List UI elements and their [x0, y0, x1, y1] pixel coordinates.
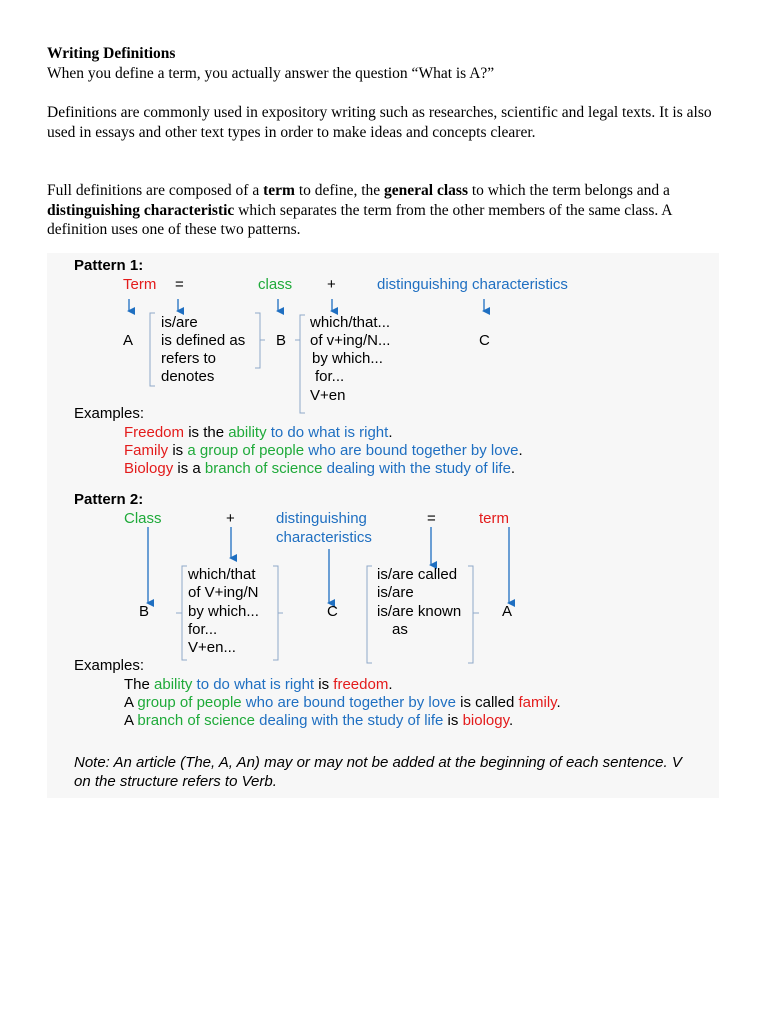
para-text: Full definitions are composed of a	[47, 182, 264, 199]
period: .	[388, 676, 393, 693]
pattern2-verb-1: is/are called	[377, 566, 458, 583]
pattern1-title: Pattern 1:	[74, 257, 144, 274]
period: .	[508, 712, 514, 729]
verb-text: is called	[455, 694, 519, 711]
distinguishing-text: who are bound together by love	[304, 442, 519, 459]
verb-text: is	[314, 676, 334, 693]
pattern2-example-2	[124, 694, 561, 712]
term-text: family	[518, 694, 557, 711]
distinguishing-text: dealing with the study of life	[322, 460, 511, 477]
class-text: ability	[228, 424, 267, 441]
pattern2-distinguishing-line1: distinguishing	[276, 510, 367, 527]
pattern2-distinguishing-line2: characteristics	[276, 529, 372, 546]
period: .	[556, 694, 561, 711]
pattern1-connector-3: by which...	[312, 350, 383, 367]
pattern1-a: A	[123, 332, 134, 349]
class-text: ability	[154, 676, 193, 693]
distinguishing-text: to do what is right	[266, 424, 389, 441]
keyword-term: term	[263, 182, 295, 199]
para-text: to which the term belongs and a	[468, 182, 670, 199]
pattern2-verb-3: is/are known	[377, 603, 462, 620]
pattern2-class-label: Class	[124, 510, 162, 527]
keyword-general-class: general class	[384, 182, 468, 199]
class-text: a group of people	[187, 442, 305, 459]
class-text: group of people	[137, 694, 242, 711]
pattern2-verb-4: as	[392, 621, 408, 638]
distinguishing-text: who are bound together by love	[241, 694, 456, 711]
class-text: branch of science	[204, 460, 323, 477]
page-title: Writing Definitions	[47, 45, 176, 62]
period: .	[510, 460, 516, 477]
keyword-distinguishing-characteristic: distinguishing characteristic	[47, 201, 235, 219]
pattern2-b: B	[139, 603, 150, 620]
term-text: Freedom	[124, 424, 185, 441]
pattern1-connector-4: for...	[315, 368, 345, 385]
pattern2-example-1	[124, 676, 392, 694]
pattern2-plus: +	[226, 510, 235, 527]
para-text: which separates the term from the other members of the same class. A definition uses one of these two patterns.	[47, 201, 672, 238]
pattern1-term-label: Term	[123, 276, 157, 293]
pattern1-connector-5: V+en	[310, 387, 346, 404]
pattern1-connector-1: which/that...	[310, 314, 391, 331]
term-text: Biology	[124, 460, 174, 477]
pattern2-connector-3: by which...	[188, 603, 259, 620]
intro-paragraph-usage: Definitions are commonly used in expository writing such as researches, scientific and legal texts. It is also used in essays and other text types in order to make ideas and concepts clearer.	[47, 104, 712, 141]
pattern2-title: Pattern 2:	[74, 491, 144, 508]
term-text: biology	[462, 712, 509, 729]
pattern1-verb-2: is defined as	[161, 332, 246, 349]
pattern1-equals: =	[175, 276, 184, 293]
pattern2-term-label: term	[479, 510, 509, 527]
pattern1-example-1	[124, 424, 392, 442]
pattern2-connector-1: which/that	[188, 566, 256, 583]
article-text: A	[124, 694, 138, 711]
verb-text: is a	[173, 460, 205, 477]
pattern1-example-3	[124, 460, 515, 478]
pattern1-example-2	[124, 442, 523, 460]
pattern2-connector-2: of V+ing/N	[188, 584, 259, 601]
article-text: A	[124, 712, 138, 729]
patterns-figure	[47, 253, 719, 798]
intro-paragraph-composition	[47, 181, 727, 240]
class-text: branch of science	[137, 712, 255, 729]
pattern2-c: C	[327, 603, 338, 620]
pattern2-examples-label: Examples:	[74, 657, 145, 674]
pattern2-a: A	[502, 603, 513, 620]
verb-text: is the	[184, 424, 229, 441]
term-text: Family	[124, 442, 169, 459]
distinguishing-text: to do what is right	[192, 676, 315, 693]
intro-question-line: When you define a term, you actually answer the question “What is A?”	[47, 65, 495, 82]
pattern2-equals: =	[427, 510, 436, 527]
pattern1-verb-1: is/are	[161, 314, 198, 331]
verb-text: is	[443, 712, 463, 729]
pattern2-verb-2: is/are	[377, 584, 414, 601]
pattern1-plus: +	[327, 276, 336, 293]
pattern1-distinguishing-label: distinguishing characteristics	[377, 276, 568, 293]
pattern2-connector-4: for...	[188, 621, 218, 638]
note-text: Note: An article (The, A, An) may or may not be added at the beginning of each sentence. V on the structure refers to Verb.	[74, 754, 682, 790]
pattern2-connector-5: V+en...	[188, 639, 236, 656]
period: .	[388, 424, 393, 441]
verb-text: is	[168, 442, 188, 459]
pattern1-examples-label: Examples:	[74, 405, 145, 422]
pattern2-example-3	[124, 712, 513, 730]
pattern1-class-label: class	[258, 276, 293, 293]
pattern1-c: C	[479, 332, 490, 349]
pattern1-connector-2: of v+ing/N...	[310, 332, 391, 349]
article-text: The	[124, 676, 155, 693]
para-text: to define, the	[294, 182, 385, 199]
term-text: freedom	[333, 676, 389, 693]
pattern1-verb-4: denotes	[161, 368, 215, 385]
period: .	[518, 442, 523, 459]
distinguishing-text: dealing with the study of life	[254, 712, 444, 729]
pattern1-b: B	[276, 332, 287, 349]
pattern1-verb-3: refers to	[161, 350, 217, 367]
